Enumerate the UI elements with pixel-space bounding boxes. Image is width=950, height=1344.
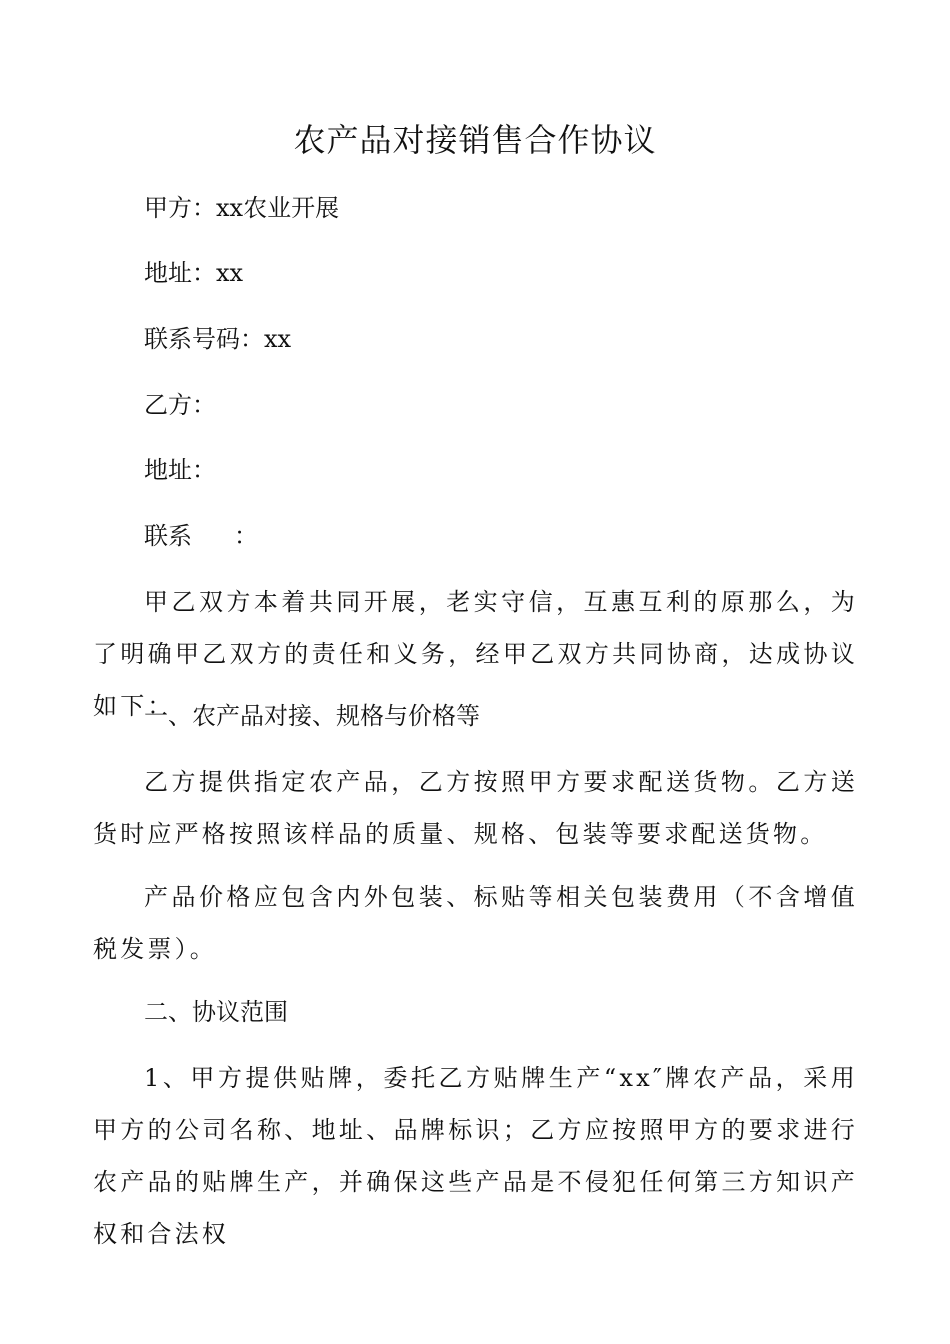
section-1-paragraph-2: 产品价格应包含内外包装、标贴等相关包装费用（不含增值税发票）。 <box>93 883 858 963</box>
section-1-paragraph-1: 乙方提供指定农产品，乙方按照甲方要求配送货物。乙方送货时应严格按照该样品的质量、规格、包装等要求配送货物。 <box>93 768 858 848</box>
party-a-address: 地址：xx <box>144 259 244 287</box>
document-title: 农产品对接销售合作协议 <box>293 121 657 159</box>
party-b-contact-label: 联系 <box>144 522 192 550</box>
section-1-heading: 一、农产品对接、规格与价格等 <box>144 702 480 730</box>
party-b-name: 乙方： <box>144 391 216 419</box>
section-2-heading: 二、协议范围 <box>144 998 288 1026</box>
party-b-contact <box>144 519 258 553</box>
party-b-contact-colon: ： <box>234 522 258 550</box>
party-a-name: 甲方：xx农业开展 <box>144 194 340 222</box>
section-2-paragraph-1: 1、甲方提供贴牌，委托乙方贴牌生产“xx″牌农产品，采用甲方的公司名称、地址、品牌标识；乙方应按照甲方的要求进行农产品的贴牌生产，并确保这些产品是不侵犯任何第三方知识产权和合法权 <box>93 1064 858 1248</box>
party-b-address: 地址： <box>144 456 216 484</box>
intro-paragraph: 甲乙双方本着共同开展，老实守信，互惠互利的原那么，为了明确甲乙双方的责任和义务，经甲乙双方共同协商，达成协议如下： <box>93 588 858 720</box>
party-a-phone: 联系号码：xx <box>144 325 292 353</box>
